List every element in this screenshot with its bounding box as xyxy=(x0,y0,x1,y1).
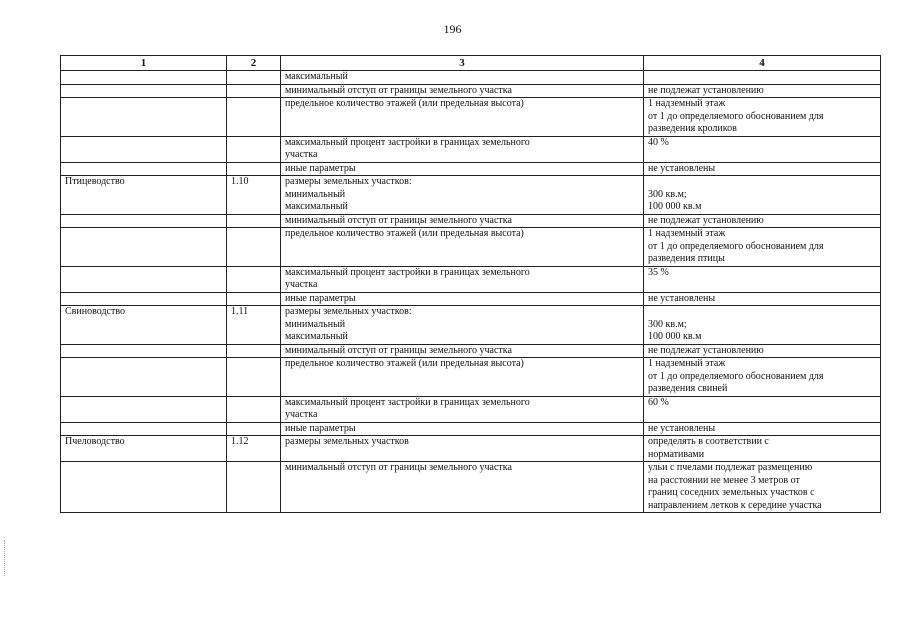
parameter-name-cell xyxy=(281,344,644,358)
activity-code-cell xyxy=(227,136,281,162)
activity-code-cell xyxy=(227,71,281,85)
cell-text-line: от 1 до определяемого обоснованием для xyxy=(648,370,824,382)
cell-text-line: 300 кв.м; xyxy=(648,188,687,200)
activity-type-cell: Свиноводство xyxy=(61,306,227,345)
activity-code-cell xyxy=(227,98,281,137)
parameter-name-cell xyxy=(281,228,644,267)
table-row xyxy=(61,228,881,267)
table-row xyxy=(61,266,881,292)
cell-lines xyxy=(285,462,639,475)
activity-code-cell xyxy=(227,162,281,176)
cell-lines xyxy=(648,436,876,461)
parameter-name-cell xyxy=(281,214,644,228)
activity-code-cell: 1.10 xyxy=(227,176,281,215)
column-header-1: 1 xyxy=(61,56,227,71)
cell-text-line: предельное количество этажей (или предельная высота) xyxy=(285,228,524,239)
cell-lines xyxy=(285,397,639,422)
cell-text-line: разведения свиней xyxy=(648,383,728,394)
table-row xyxy=(61,162,881,176)
table-row xyxy=(61,98,881,137)
table-row xyxy=(61,176,881,215)
activity-type-cell xyxy=(61,358,227,397)
activity-type-cell xyxy=(61,396,227,422)
activity-type-cell xyxy=(61,71,227,85)
cell-text-line: определять в соответствии с xyxy=(648,436,769,447)
cell-lines xyxy=(285,228,639,241)
cell-text-line: 1 надземный этаж xyxy=(648,358,726,369)
cell-text-line: 300 кв.м; xyxy=(648,318,687,330)
activity-code-cell xyxy=(227,266,281,292)
table-row xyxy=(61,344,881,358)
cell-lines xyxy=(285,98,639,111)
parameter-value-cell xyxy=(644,266,881,292)
cell-lines xyxy=(285,137,639,162)
cell-text-line: границ соседних земельных участков с xyxy=(648,487,815,498)
parameter-value-cell xyxy=(644,436,881,462)
parameter-name-cell xyxy=(281,436,644,462)
cell-text-line: иные параметры xyxy=(285,162,356,174)
table-row xyxy=(61,422,881,436)
table-row xyxy=(61,436,881,462)
scan-edge-mark xyxy=(4,540,9,576)
activity-code-cell xyxy=(227,358,281,397)
header-row xyxy=(61,56,881,71)
cell-text-line: 1 надземный этаж xyxy=(648,228,726,239)
parameter-value-cell xyxy=(644,422,881,436)
cell-text-line: не подлежат установлению xyxy=(648,214,764,226)
cell-lines xyxy=(648,176,876,214)
cell-text-line: направлением летков к середине участка xyxy=(648,499,822,511)
parameter-name-cell xyxy=(281,98,644,137)
activity-code-cell xyxy=(227,84,281,98)
cell-lines xyxy=(648,423,876,436)
cell-text-line: максимальный xyxy=(285,71,348,82)
cell-lines xyxy=(648,397,876,410)
cell-lines xyxy=(285,215,639,228)
parameter-value-cell xyxy=(644,306,881,345)
cell-text-line: минимальный xyxy=(285,318,346,330)
cell-lines xyxy=(285,176,639,214)
cell-text-line: предельное количество этажей (или предельная высота) xyxy=(285,98,524,109)
cell-lines xyxy=(648,267,876,280)
table-row xyxy=(61,396,881,422)
cell-text-line: разведения птицы xyxy=(648,253,725,264)
parameter-name-cell xyxy=(281,84,644,98)
cell-text-line: иные параметры xyxy=(285,292,356,304)
parameter-value-cell xyxy=(644,176,881,215)
table-row xyxy=(61,84,881,98)
cell-text-line: максимальный процент застройки в границах земельного xyxy=(285,266,530,278)
cell-text-line: иные параметры xyxy=(285,422,356,434)
column-header-2: 2 xyxy=(227,56,281,71)
activity-type-cell xyxy=(61,228,227,267)
activity-type-cell xyxy=(61,266,227,292)
cell-text-line: максимальный xyxy=(285,331,348,342)
column-header-3: 3 xyxy=(281,56,644,71)
cell-lines xyxy=(285,436,639,449)
activity-type-cell xyxy=(61,98,227,137)
cell-text-line: не установлены xyxy=(648,422,716,434)
parameter-name-cell xyxy=(281,306,644,345)
cell-lines xyxy=(285,267,639,292)
page-number: 196 xyxy=(443,22,462,36)
parameter-value-cell xyxy=(644,84,881,98)
table-row xyxy=(61,214,881,228)
parameter-value-cell xyxy=(644,136,881,162)
cell-text-line: не подлежат установлению xyxy=(648,344,764,356)
table-row xyxy=(61,136,881,162)
cell-lines xyxy=(648,306,876,344)
cell-text-line: размеры земельных участков xyxy=(285,436,409,447)
cell-lines xyxy=(285,345,639,358)
cell-lines xyxy=(285,71,639,84)
cell-text-line: максимальный процент застройки в границах земельного xyxy=(285,396,530,408)
cell-text-line: ульи с пчелами подлежат размещению xyxy=(648,462,813,473)
cell-text-line: разведения кроликов xyxy=(648,123,737,134)
parameter-name-cell xyxy=(281,266,644,292)
activity-code-cell: 1.12 xyxy=(227,436,281,462)
parameter-value-cell xyxy=(644,462,881,513)
activity-code-cell xyxy=(227,396,281,422)
table-row xyxy=(61,292,881,306)
cell-lines xyxy=(285,306,639,344)
parameter-value-cell xyxy=(644,214,881,228)
parameter-value-cell xyxy=(644,358,881,397)
cell-text-line: размеры земельных участков: xyxy=(285,306,412,317)
activity-code-cell xyxy=(227,292,281,306)
cell-text-line: предельное количество этажей (или предельная высота) xyxy=(285,358,524,369)
activity-code-cell xyxy=(227,214,281,228)
cell-lines xyxy=(285,358,639,371)
cell-lines xyxy=(648,71,876,84)
activity-type-cell xyxy=(61,344,227,358)
parameter-name-cell xyxy=(281,71,644,85)
parameter-value-cell xyxy=(644,71,881,85)
land-use-parameters-table xyxy=(60,55,881,513)
parameter-name-cell xyxy=(281,396,644,422)
cell-text-line: минимальный xyxy=(285,188,346,200)
parameter-name-cell xyxy=(281,292,644,306)
parameter-value-cell xyxy=(644,292,881,306)
cell-text-line: 60 % xyxy=(648,396,669,408)
cell-text-line: размеры земельных участков: xyxy=(285,176,412,187)
parameter-value-cell xyxy=(644,228,881,267)
activity-type-cell xyxy=(61,422,227,436)
cell-text-line: не подлежат установлению xyxy=(648,84,764,96)
cell-text-line: не установлены xyxy=(648,292,716,304)
activity-code-cell xyxy=(227,344,281,358)
cell-text-line: участка xyxy=(285,279,318,290)
activity-type-cell xyxy=(61,214,227,228)
activity-code-cell: 1.11 xyxy=(227,306,281,345)
cell-lines xyxy=(648,98,876,136)
cell-text-line: минимальный отступ от границы земельного участка xyxy=(285,462,512,473)
cell-text-line: участка xyxy=(285,409,318,420)
table-body xyxy=(61,71,881,513)
cell-text-line xyxy=(648,71,876,84)
parameter-name-cell xyxy=(281,136,644,162)
activity-type-cell xyxy=(61,292,227,306)
cell-text-line: 100 000 кв.м xyxy=(648,331,702,342)
cell-text-line: 40 % xyxy=(648,136,669,148)
cell-text-line: от 1 до определяемого обоснованием для xyxy=(648,110,824,122)
parameter-name-cell xyxy=(281,176,644,215)
cell-lines xyxy=(648,358,876,396)
cell-text-line: участка xyxy=(285,149,318,160)
cell-lines xyxy=(648,345,876,358)
cell-text-line: 35 % xyxy=(648,266,669,278)
cell-text-line xyxy=(648,306,876,319)
cell-text-line: от 1 до определяемого обоснованием для xyxy=(648,240,824,252)
cell-lines xyxy=(285,163,639,176)
parameter-name-cell xyxy=(281,422,644,436)
parameter-value-cell xyxy=(644,162,881,176)
activity-type-cell xyxy=(61,136,227,162)
table-row xyxy=(61,71,881,85)
cell-text-line: 1 надземный этаж xyxy=(648,98,726,109)
cell-text-line: минимальный отступ от границы земельного участка xyxy=(285,84,512,96)
activity-type-cell xyxy=(61,84,227,98)
activity-code-cell xyxy=(227,462,281,513)
parameter-value-cell xyxy=(644,98,881,137)
cell-text-line: максимальный процент застройки в границах земельного xyxy=(285,136,530,148)
cell-lines xyxy=(648,163,876,176)
cell-text-line: максимальный xyxy=(285,201,348,212)
cell-lines xyxy=(648,462,876,512)
cell-text-line xyxy=(648,176,876,189)
cell-lines xyxy=(285,85,639,98)
activity-type-cell: Птицеводство xyxy=(61,176,227,215)
activity-code-cell xyxy=(227,228,281,267)
cell-lines xyxy=(285,423,639,436)
cell-text-line: нормативами xyxy=(648,448,705,460)
table-row xyxy=(61,306,881,345)
cell-text-line: минимальный отступ от границы земельного участка xyxy=(285,214,512,226)
cell-lines xyxy=(648,293,876,306)
table-row xyxy=(61,358,881,397)
cell-text-line: на расстоянии не менее 3 метров от xyxy=(648,474,800,486)
parameter-name-cell xyxy=(281,358,644,397)
cell-lines xyxy=(285,293,639,306)
cell-text-line: 100 000 кв.м xyxy=(648,201,702,212)
activity-type-cell xyxy=(61,162,227,176)
activity-type-cell xyxy=(61,462,227,513)
cell-lines xyxy=(648,228,876,266)
activity-code-cell xyxy=(227,422,281,436)
activity-type-cell: Пчеловодство xyxy=(61,436,227,462)
column-header-4: 4 xyxy=(644,56,881,71)
cell-lines xyxy=(648,137,876,150)
table-row xyxy=(61,462,881,513)
cell-text-line: минимальный отступ от границы земельного участка xyxy=(285,344,512,356)
parameter-value-cell xyxy=(644,344,881,358)
parameter-name-cell xyxy=(281,162,644,176)
cell-lines xyxy=(648,215,876,228)
cell-lines xyxy=(648,85,876,98)
parameter-value-cell xyxy=(644,396,881,422)
parameter-name-cell xyxy=(281,462,644,513)
cell-text-line: не установлены xyxy=(648,162,716,174)
